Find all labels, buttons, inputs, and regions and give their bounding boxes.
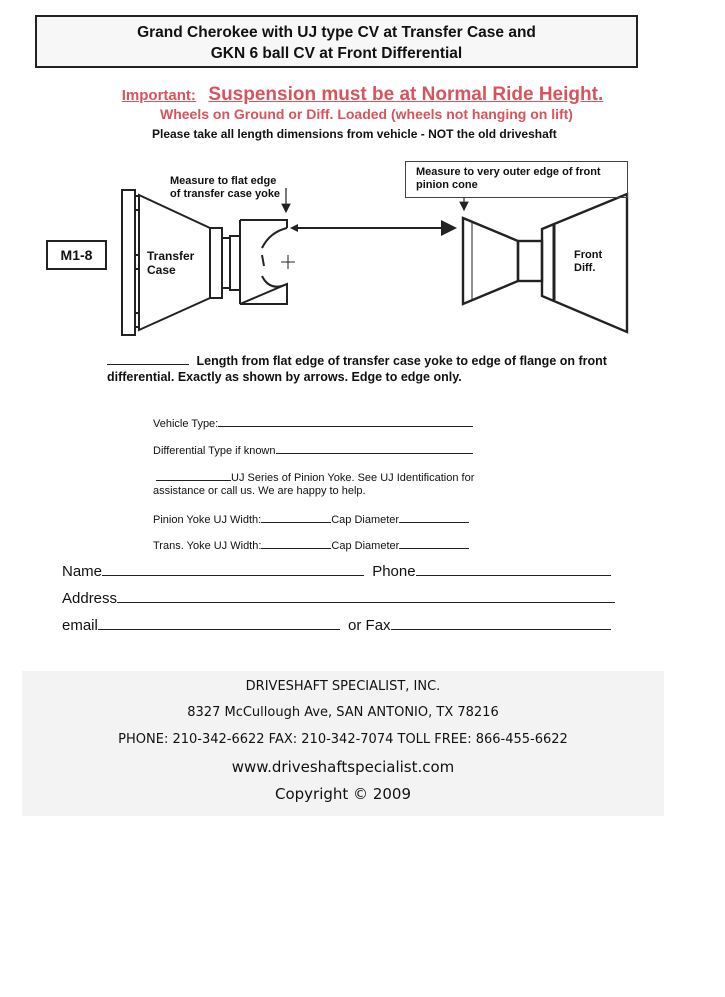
- output-ring: [210, 228, 222, 298]
- important-label: Important:: [121, 87, 196, 104]
- vehicle-type-field[interactable]: [218, 414, 473, 427]
- measurement-arrow-left-head: [290, 224, 298, 232]
- model-code-box: M1-8: [46, 240, 107, 270]
- pinion-neck: [518, 241, 542, 281]
- trans-width-field[interactable]: [261, 536, 331, 549]
- pinion-cone: [463, 218, 518, 304]
- title-line-2: GKN 6 ball CV at Front Differential: [210, 45, 463, 62]
- important-text: Suspension must be at Normal Ride Height.: [208, 84, 604, 105]
- email-field[interactable]: [98, 614, 340, 630]
- name-field[interactable]: [102, 560, 364, 576]
- address-field[interactable]: [117, 587, 615, 603]
- company-name: DRIVESHAFT SPECIALIST, INC.: [245, 679, 441, 694]
- trans-cap-field[interactable]: [399, 536, 469, 549]
- copyright: Copyright © 2009: [274, 785, 411, 803]
- uj-series-field[interactable]: [156, 468, 231, 481]
- length-field[interactable]: [107, 352, 189, 365]
- address-row: Address: [62, 587, 615, 607]
- output-collar-1: [222, 238, 230, 288]
- transfer-case-label: Transfer Case: [147, 249, 195, 277]
- diff-type-row: Differential Type if known: [153, 441, 473, 457]
- company-address: 8327 McCullough Ave, SAN ANTONIO, TX 78216: [187, 705, 499, 720]
- length-instruction: Length from flat edge of transfer case yoke to edge of flange on front differential. Exactly as shown by arrows. Edge to edge only.: [107, 354, 607, 384]
- name-phone-row: Name Phone: [62, 560, 611, 580]
- diff-type-field[interactable]: [276, 441, 473, 454]
- company-website[interactable]: www.driveshaftspecialist.com: [231, 758, 455, 776]
- uj-series-row: UJ Series of Pinion Yoke. See UJ Identification for assistance or call us. We are happy to help.: [153, 468, 474, 498]
- pinion-width-field[interactable]: [261, 510, 331, 523]
- measure-instruction: Please take all length dimensions from vehicle - NOT the old driveshaft: [152, 127, 557, 141]
- pinion-cap-field[interactable]: [399, 510, 469, 523]
- yoke-cup-top: [262, 228, 287, 248]
- email-fax-row: email or Fax: [62, 614, 611, 634]
- company-footer: [22, 671, 664, 816]
- pinion-label-box: Measure to very outer edge of front pinion cone: [405, 161, 628, 198]
- phone-field[interactable]: [416, 560, 611, 576]
- title-line-1: Grand Cherokee with UJ type CV at Transfer Case and: [137, 24, 536, 41]
- vehicle-type-row: Vehicle Type:: [153, 414, 473, 430]
- output-collar-2: [230, 236, 240, 290]
- trans-width-row: Trans. Yoke UJ Width: Cap Diameter: [153, 536, 469, 552]
- company-phones: PHONE: 210-342-6622 FAX: 210-342-7074 TOLL FREE: 866-455-6622: [118, 732, 568, 747]
- front-diff-label: Front Diff.: [574, 249, 603, 274]
- wheels-notice: Wheels on Ground or Diff. Loaded (wheels not hanging on lift): [160, 106, 573, 122]
- front-diff-shape: [463, 194, 627, 332]
- yoke-cup-bottom: [262, 276, 287, 287]
- transfer-case-plate: [122, 190, 135, 335]
- yoke-label: Measure to flat edge of transfer case yoke: [170, 175, 281, 200]
- fax-field[interactable]: [391, 614, 611, 630]
- pinion-width-row: Pinion Yoke UJ Width: Cap Diameter: [153, 510, 469, 526]
